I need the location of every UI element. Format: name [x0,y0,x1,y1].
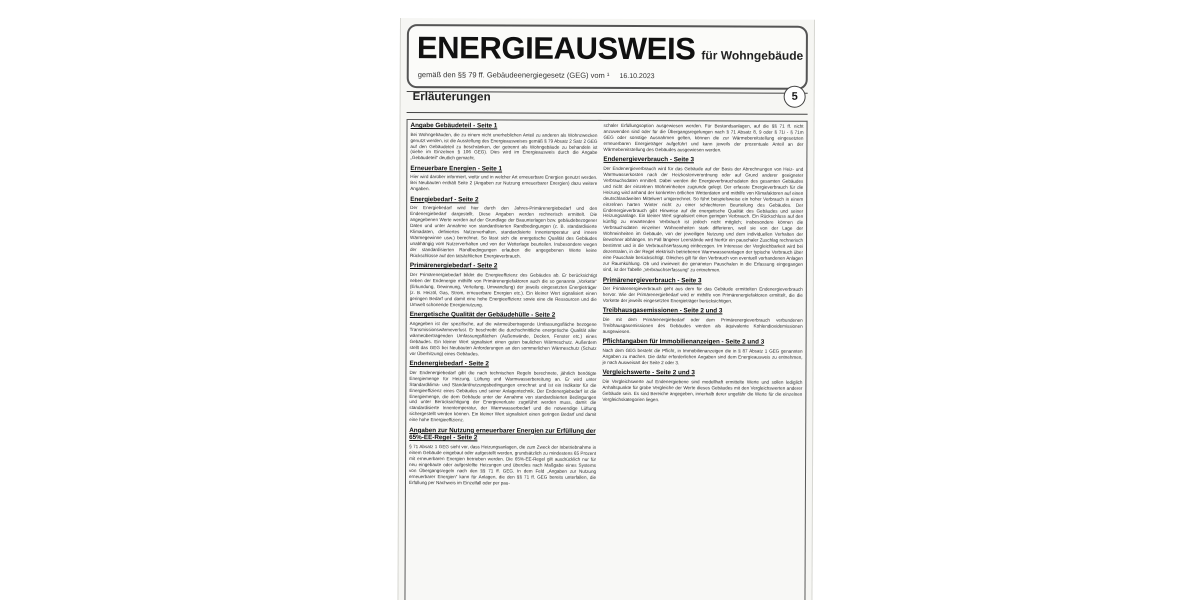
entry-text: Die mit dem Primärenergiebedarf oder dem Primärenergieverbrauch verbundenen Treibhausgasemissionen des Gebäudes werden als äquivalente Kohlendioxidemissionen ausgewiesen. [602,316,803,334]
entry-heading: Energetische Qualität der Gebäudehülle - Seite 2 [409,311,556,319]
entry-text: Der Primärenergiebedarf bildet die Energieeffizienz des Gebäudes ab. Er berücksichtigt neben der Endenergie mithilfe von Primärenergiefaktoren auch die so genannte „Vorkette“ (Erkundung, Gewinnung, Verteilung, Umwandlung) der jeweils eingesetzten Energieträger (z. B. Heizöl, Gas, Strom, erneuerbare Energien etc.). Ein kleiner Wert signalisiert einen geringen Bedarf und damit eine hohe Energieeffizienz sowie eine die Ressourcen und die Umwelt schonende Energienutzung. [409,272,597,308]
entry-text: Die Vergleichswerte auf Endenergiebene sind modellhaft ermittelte Werte und sollen lediglich Anhaltspunkte für grobe Vergleiche der Werte dieses Gebäudes mit den Vergleichswerten anderer Gebäude sein. Es sind Bereiche angegeben, innerhalb derer ungefähr die Werte für die einzelnen Vergleichskategorien liegen. [602,378,803,402]
entry-text: Der Endenergieverbrauch wird für das Gebäude auf der Basis der Abrechnungen von Heiz- und Warmwasserkosten nach der Heizkostenverordnung oder auf Grund anderer geeigneter Verbrauchsdaten ermittelt. Dabei werden die Energieverbrauchsdaten des gesamten Gebäudes und nicht der einzelnen Wohneinheiten zugrunde gelegt. Der erfasste Energieverbrauch für die Heizung wird anhand der konkreten örtlichen Wetterdaten und mithilfe von Klimafaktoren auf einen deutschlandweiten Mittelwert umgerechnet. So führt beispielsweise ein hoher Verbrauch in einem einzelnen harten Winter nicht zu einer schlechteren Beurteilung des Gebäudes. Der Endenergieverbrauch gibt Hinweise auf die energetische Qualität des Gebäudes und seiner Heizungsanlage. Ein kleiner Wert signalisiert einen geringen Verbrauch. Ein Rückschluss auf den künftig zu erwartenden Verbrauch ist jedoch nicht möglich; insbesondere können die Verbrauchsdaten einzelner Wohneinheiten stark differieren, weil sie von der Lage der Wohneinheiten im Gebäude, von der jeweiligen Nutzung und dem individuellen Verhalten der Bewohner abhängen. Im Fall längerer Leerstände wird hierfür ein pauschaler Zuschlag rechnerisch bestimmt und in die Verbrauchserfassung einbezogen. Im Interesse der Vergleichbarkeit wird bei dezentralen, in der Regel elektrisch betriebenen Warmwasseranlagen der typische Verbrauch über eine Pauschale berücksichtigt. Gleiches gilt für den Verbrauch von eventuell vorhandenen Anlagen zur Raumkühlung. Ob und inwieweit die genannten Pauschalen in die Erfassung eingegangen sind, ist der Tabelle „Verbrauchserfassung“ zu entnehmen. [602,165,804,273]
explanation-entry [602,369,802,403]
explanation-entry [410,311,597,357]
entry-heading: Vergleichswerte - Seite 2 und 3 [602,369,695,377]
entry-text: Bei Wohngebäuden, die zu einem nicht unerheblichen Anteil zu anderen als Wohnzwecken genutzt werden, ist die Ausstellung des Energieausweises gemäß § 79 Absatz 2 Satz 2 GEG auf den Gebäudeteil zu beschränken, der getrennt als Wohngebäude zu behandeln ist (siehe im Einzelnen § 106 GEG). Dies wird im Energieausweis durch die Angabe „Gebäudeteil“ deutlich gemacht. [410,131,598,161]
explanation-entry [603,307,803,335]
entry-heading: Pflichtangaben für Immobilienanzeigen - Seite 2 und 3 [602,338,765,347]
explanation-entry [410,263,597,309]
entry-text: Der Endenergiebedarf gibt die nach technischen Regeln berechnete, jährlich benötigte Energiemenge für Heizung, Lüftung und Warmwasserbereitung an. Er wird unter Standardklima- und Standardnutzungsbedingungen errechnet und ist ein Indikator für die Energieeffizienz eines Gebäudes und seiner Anlagentechnik. Der Endenergiebedarf ist die Energiemenge, die dem Gebäude unter der Annahme von standardisierten Bedingungen und unter Berücksichtigung der Energieverluste zugeführt werden muss, damit die standardisierte Innentemperatur, der Warmwasserbedarf und die notwendige Lüftung sichergestellt werden können. Ein kleiner Wert signalisiert einen geringen Bedarf und damit eine hohe Energieeffizienz. [409,369,597,423]
entry-heading: Erneuerbare Energien - Seite 1 [410,164,503,173]
explanation-entry [603,156,804,274]
header-box [407,24,808,90]
section-rule [407,112,808,115]
entry-text: Der Energiebedarf wird hier durch den Jahres-Primärenergiebedarf und den Endenergiebedarf dargestellt. Diese Angaben werden rechnerisch ermittelt. Die angegebenen Werte werden auf der Grundlage der Bauunterlagen bzw. gebäudebezogener Daten und unter Annahme von standardisierten Randbedingungen (z. B. standardisierte Klimadaten, definiertes Nutzerverhalten, standardisierte Innentemperatur und innere Wärmegewinne usw.) berechnet. So lässt sich die energetische Qualität des Gebäudes unabhängig vom Nutzerverhalten und von der Wetterlage beurteilen. Insbesondere wegen der standardisierten Randbedingungen erlauben die angegebenen Werte keine Rückschlüsse auf den tatsächlichen Energieverbrauch. [409,205,598,259]
entry-heading: Primärenergiebedarf - Seite 2 [409,262,498,270]
right-column [601,123,803,600]
legal-basis-line [418,70,655,80]
entry-text: § 71 Absatz 1 GEG sieht vor, dass Heizungsanlagen, die zum Zweck der Inbetriebnahme in einem Gebäude eingebaut oder aufgestellt werden, grundsätzlich zu mindestens 65 Prozent mit erneuerbaren Energien betrieben werden. Die 65%-EE-Regel gilt ausdrücklich nur für neu eingebaute oder aufgestellte Heizungen und überdies nach Maßgabe eines Systems von Übergangsregeln nach den §§ 71 ff. GEG. In dem Feld „Angaben zur Nutzung erneuerbarer Energien“ kann für Anlagen, die den §§ 71 ff. GEG bereits unterfallen, die Erfüllung per Nachweis im Einzelfall oder per pau- [408,443,597,485]
explanation-entry [410,122,597,162]
explanation-entry [410,196,597,260]
entry-heading: Primärenergieverbrauch - Seite 3 [602,276,702,284]
explanation-entry [410,165,597,193]
title-row [417,30,804,68]
entry-heading: Angaben zur Nutzung erneuerbarer Energien zur Erfüllung der 65%-EE-Regel - Seite 2 [409,426,596,442]
left-column [408,122,597,600]
legal-basis: gemäß den §§ 79 ff. Gebäudeenergiegesetz (GEG) vom ¹ [417,70,610,80]
explanation-entry [409,360,596,424]
document-page [397,18,815,600]
explanation-entry [602,338,802,366]
entry-text: Der Primärenergieverbrauch geht aus dem für das Gebäude ermittelten Endenergieverbrauch hervor. Wie der Primärenergiebedarf wird er mithilfe von Primärenergiefaktoren ermittelt, die die Vorkette der jeweils eingesetzten Energieträger berücksichtigen. [602,285,803,304]
entry-heading: Angabe Gebäudeteil - Seite 1 [410,122,498,130]
entry-heading: Treibhausgasemissionen - Seite 2 und 3 [602,307,723,315]
document-subtitle: für Wohngebäude [701,48,804,63]
explanation-entry [409,427,596,486]
issue-date: 16.10.2023 [619,72,655,81]
entry-heading: Endenergieverbrauch - Seite 3 [603,156,695,164]
entry-text: schaler Erfüllungsoption ausgewiesen werden. Für Bestandsanlagen, auf die §§ 71 ff. nicht anzuwenden sind oder für die Übergangsregelungen nach § 71 Absatz 8, 9 oder § 71i - § 71m GEG oder sonstige Ausnahmen gelten, können die zur Wärmebereitstellung eingesetzten erneuerbaren Energieträger aufgeführt und kann jeweils der prozentuale Anteil an der Wärmebereitstellung des Gebäudes ausgewiesen werden. [603,122,804,153]
explanation-entry [603,276,803,304]
explanation-entry [603,123,803,154]
document-title: ENERGIEAUSWEIS [416,30,696,67]
entry-text: Hier wird darüber informiert, wofür und in welcher Art erneuerbare Energien genutzt werden. Bei Neubauten enthält Seite 2 (Angaben zur Nutzung erneuerbarer Energien) dazu weitere Angaben. [410,174,598,192]
entry-heading: Endenergiebedarf - Seite 2 [409,360,489,368]
entry-heading: Energiebedarf - Seite 2 [410,195,479,204]
entry-text: Nach dem GEG besteht die Pflicht, in Immobilienanzeigen die in § 87 Absatz 1 GEG genannten Angaben zu machen. Die dafür erforderlichen Angaben sind dem Energieausweis zu entnehmen, je nach Ausweisart der Seite 2 oder 3. [602,347,803,366]
section-title: Erläuterungen [412,91,491,104]
entry-text: Angegeben ist der spezifische, auf die wärmeübertragende Umfassungsfläche bezogene Transmissionswärmeverlust. Er beschreibt die durchschnittliche energetische Qualität aller wärmeübertragenden Umfassungsflächen (Außenwände, Decken, Fenster etc.) eines Gebäudes. Ein kleiner Wert signalisiert einen guten baulichen Wärmeschutz. Außerdem stellt das GEG bei Neubauten Anforderungen an den sommerlichen Wärmeschutz (Schutz vor Überhitzung) eines Gebäudes. [409,320,597,357]
page-number-badge: 5 [784,86,806,108]
